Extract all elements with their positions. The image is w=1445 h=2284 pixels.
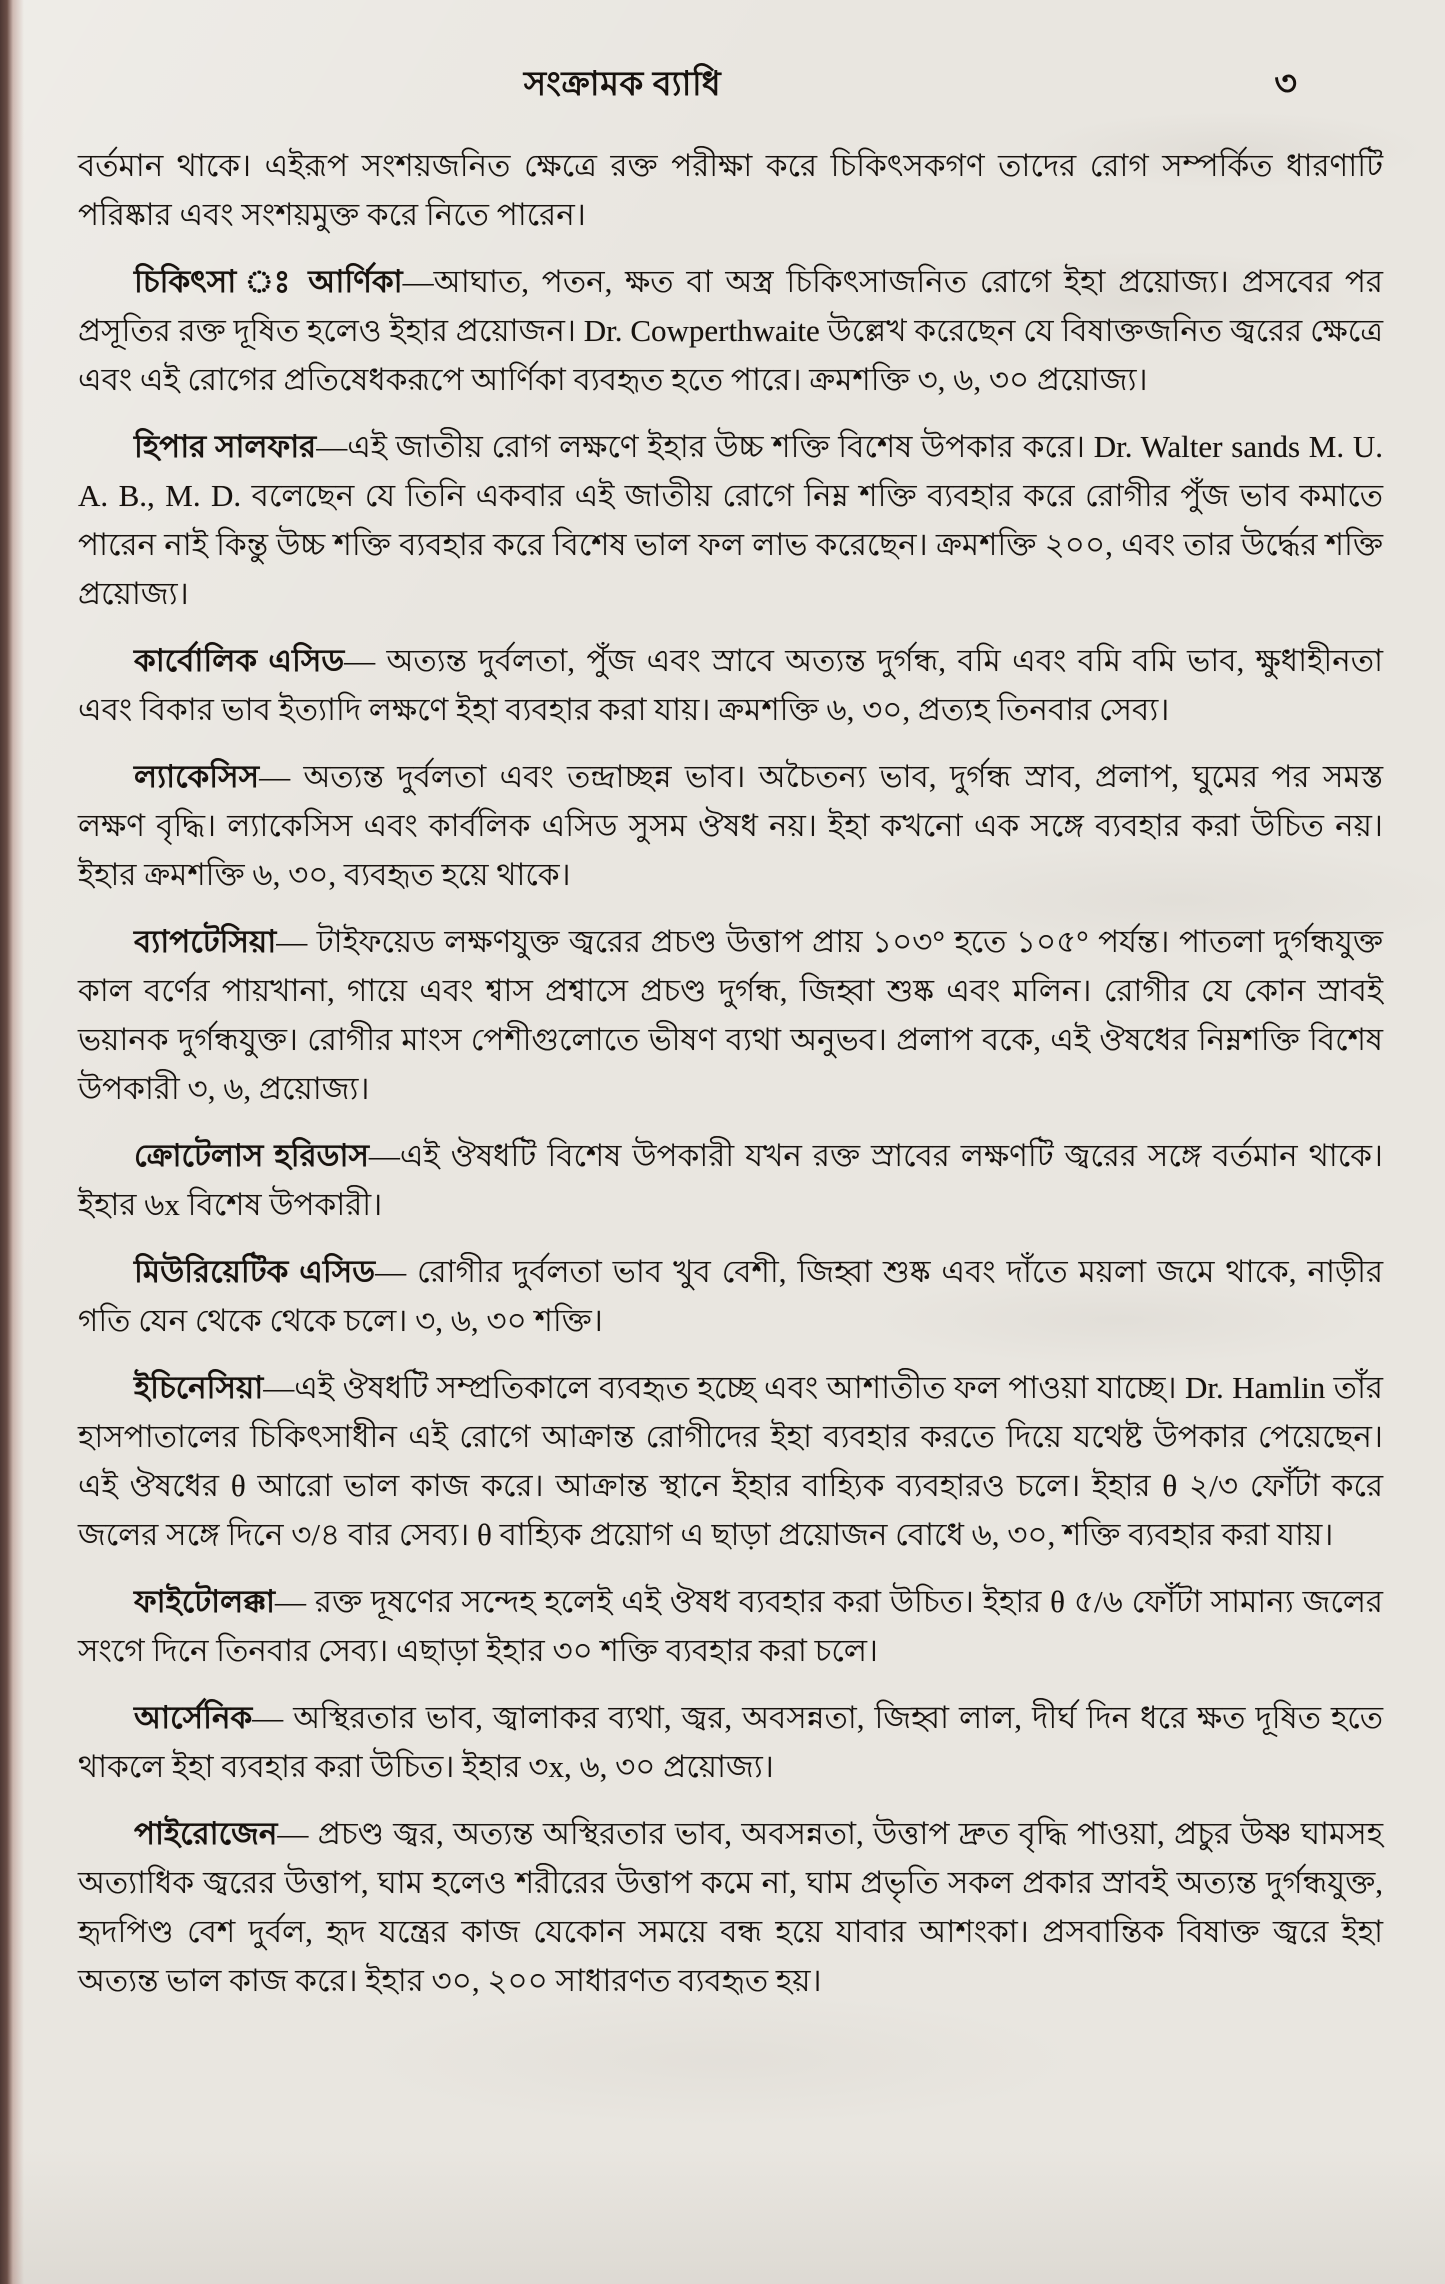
paragraph-continuation (78, 141, 1383, 239)
paragraph-hepar-sulphur (78, 422, 1383, 618)
page-number: ৩ (1274, 64, 1297, 103)
paragraph-lead: ফাইটোলক্কা (134, 1584, 276, 1619)
paragraph-lead: হিপার সালফার (134, 429, 317, 464)
paragraph-lachesis (78, 752, 1383, 899)
paragraph-lead: চিকিৎসা ঃ আর্ণিকা (134, 264, 403, 299)
paragraph-carbolic-acid (78, 636, 1383, 734)
paragraph-lead: ক্রোটেলাস হরিডাস (134, 1138, 369, 1173)
paragraph-text: — অত্যন্ত দুর্বলতা এবং তন্দ্রাচ্ছন্ন ভাব। অচৈতন্য ভাব, দুর্গন্ধ স্রাব, প্রলাপ, ঘুমের পর সমস্ত লক্ষণ বৃদ্ধি। ল্যাকেসিস এবং কার্বলিক এসিড সুসম ঔষধ নয়। ইহা কখনো এক সঙ্গে ব্যবহার করা উচিত নয়। ইহার ক্রমশক্তি ৬, ৩০, ব্যবহৃত হয়ে থাকে। (78, 759, 1383, 892)
paragraph-lead: ইচিনেসিয়া (134, 1370, 264, 1405)
page-header (0, 0, 1445, 115)
paragraph-crotalus-horridus (78, 1131, 1383, 1229)
paragraph-text: বর্তমান থাকে। এইরূপ সংশয়জনিত ক্ষেত্রে রক্ত পরীক্ষা করে চিকিৎসকগণ তাদের রোগ সম্পর্কিত ধারণাটি পরিষ্কার এবং সংশয়মুক্ত করে নিতে পারেন। (78, 148, 1383, 232)
paragraph-arsenic (78, 1693, 1383, 1791)
paragraph-text: —এই ঔষধটি বিশেষ উপকারী যখন রক্ত স্রাবের লক্ষণটি জ্বরের সঙ্গে বর্তমান থাকে। ইহার ৬x বিশেষ উপকারী। (78, 1138, 1383, 1222)
paragraph-muriatic-acid (78, 1247, 1383, 1345)
paragraph-text: — অত্যন্ত দুর্বলতা, পুঁজ এবং স্রাবে অত্যন্ত দুর্গন্ধ, বমি এবং বমি বমি ভাব, ক্ষুধাহীনতা এবং বিকার ভাব ইত্যাদি লক্ষণে ইহা ব্যবহার করা যায়। ক্রমশক্তি ৬, ৩০, প্রত্যহ তিনবার সেব্য। (78, 643, 1384, 727)
paragraph-echinacea (78, 1363, 1383, 1559)
paragraph-baptisia (78, 917, 1383, 1113)
paragraph-text: — অস্থিরতার ভাব, জ্বালাকর ব্যথা, জ্বর, অবসন্নতা, জিহ্বা লাল, দীর্ঘ দিন ধরে ক্ষত দূষিত হতে থাকলে ইহা ব্যবহার করা উচিত। ইহার ৩x, ৬, ৩০ প্রয়োজ্য। (78, 1700, 1383, 1784)
paragraph-pyrogen (78, 1809, 1383, 2005)
paragraph-text: —এই জাতীয় রোগ লক্ষণে ইহার উচ্চ শক্তি বিশেষ উপকার করে। Dr. Walter sands M. U. A. B., M. D. বলেছেন যে তিনি একবার এই জাতীয় রোগে নিম্ন শক্তি ব্যবহার করে রোগীর পুঁজ ভাব কমাতে পারেন নাই কিন্তু উচ্চ শক্তি ব্যবহার করে বিশেষ ভাল ফল লাভ করেছেন। ক্রমশক্তি ২০০, এবং তার উর্দ্ধের শক্তি প্রয়োজ্য। (78, 429, 1383, 611)
paragraph-lead: কার্বোলিক এসিড (134, 643, 345, 678)
paragraph-text: —আঘাত, পতন, ক্ষত বা অস্ত্র চিকিৎসাজনিত রোগে ইহা প্রয়োজ্য। প্রসবের পর প্রসূতির রক্ত দূষিত হলেও ইহার প্রয়োজন। Dr. Cowperthwaite উল্লেখ করেছেন যে বিষাক্তজনিত জ্বরের ক্ষেত্রে এবং এই রোগের প্রতিষেধকরূপে আর্ণিকা ব্যবহৃত হতে পারে। ক্রমশক্তি ৩, ৬, ৩০ প্রয়োজ্য। (78, 264, 1383, 397)
paragraph-arnica (78, 257, 1383, 404)
page-body (0, 115, 1445, 2005)
paragraph-lead: পাইরোজেন (134, 1816, 278, 1851)
paragraph-text: — প্রচণ্ড জ্বর, অত্যন্ত অস্থিরতার ভাব, অবসন্নতা, উত্তাপ দ্রুত বৃদ্ধি পাওয়া, প্রচুর উষ্ণ ঘামসহ অত্যাধিক জ্বরের উত্তাপ, ঘাম হলেও শরীরের উত্তাপ কমে না, ঘাম প্রভৃতি সকল প্রকার স্রাবই অত্যন্ত দুর্গন্ধযুক্ত, হৃদপিণ্ড বেশ দুর্বল, হৃদ যন্ত্রের কাজ যেকোন সময়ে বন্ধ হয়ে যাবার আশংকা। প্রসবান্তিক বিষাক্ত জ্বরে ইহা অত্যন্ত ভাল কাজ করে। ইহার ৩০, ২০০ সাধারণত ব্যবহৃত হয়। (78, 1816, 1383, 1998)
paragraph-lead: ল্যাকেসিস (134, 759, 260, 794)
page-title: সংক্রামক ব্যাধি (523, 66, 722, 103)
paragraph-text: —এই ঔষধটি সম্প্রতিকালে ব্যবহৃত হচ্ছে এবং আশাতীত ফল পাওয়া যাচ্ছে। Dr. Hamlin তাঁর হাসপাতালের চিকিৎসাধীন এই রোগে আক্রান্ত রোগীদের ইহা ব্যবহার করতে দিয়ে যথেষ্ট উপকার পেয়েছেন। এই ঔষধের θ আরো ভাল কাজ করে। আক্রান্ত স্থানে ইহার বাহ্যিক ব্যবহারও চলে। ইহার θ ২/৩ ফোঁটা করে জলের সঙ্গে দিনে ৩/৪ বার সেব্য। θ বাহ্যিক প্রয়োগ এ ছাড়া প্রয়োজন বোধে ৬, ৩০, শক্তি ব্যবহার করা যায়। (78, 1370, 1383, 1552)
paragraph-text: — রোগীর দুর্বলতা ভাব খুব বেশী, জিহ্বা শুষ্ক এবং দাঁতে ময়লা জমে থাকে, নাড়ীর গতি যেন থেকে থেকে চলে। ৩, ৬, ৩০ শক্তি। (78, 1254, 1384, 1338)
paragraph-lead: আর্সেনিক (134, 1700, 253, 1735)
paragraph-text: — টাইফয়েড লক্ষণযুক্ত জ্বরের প্রচণ্ড উত্তাপ প্রায় ১০৩° হতে ১০৫° পর্যন্ত। পাতলা দুর্গন্ধযুক্ত কাল বর্ণের পায়খানা, গায়ে এবং শ্বাস প্রশ্বাসে প্রচণ্ড দুর্গন্ধ, জিহ্বা শুষ্ক এবং মলিন। রোগীর যে কোন স্রাবই ভয়ানক দুর্গন্ধযুক্ত। রোগীর মাংস পেশীগুলোতে ভীষণ ব্যথা অনুভব। প্রলাপ বকে, এই ঔষধের নিম্নশক্তি বিশেষ উপকারী ৩, ৬, প্রয়োজ্য। (78, 924, 1383, 1106)
paragraph-lead: ব্যাপটেসিয়া (134, 924, 277, 959)
paragraph-phytolacca (78, 1577, 1383, 1675)
paragraph-text: — রক্ত দূষণের সন্দেহ হলেই এই ঔষধ ব্যবহার করা উচিত। ইহার θ ৫/৬ ফোঁটা সামান্য জলের সংগে দিনে তিনবার সেব্য। এছাড়া ইহার ৩০ শক্তি ব্যবহার করা চলে। (78, 1584, 1383, 1668)
paragraph-lead: মিউরিয়েটিক এসিড (134, 1254, 376, 1289)
